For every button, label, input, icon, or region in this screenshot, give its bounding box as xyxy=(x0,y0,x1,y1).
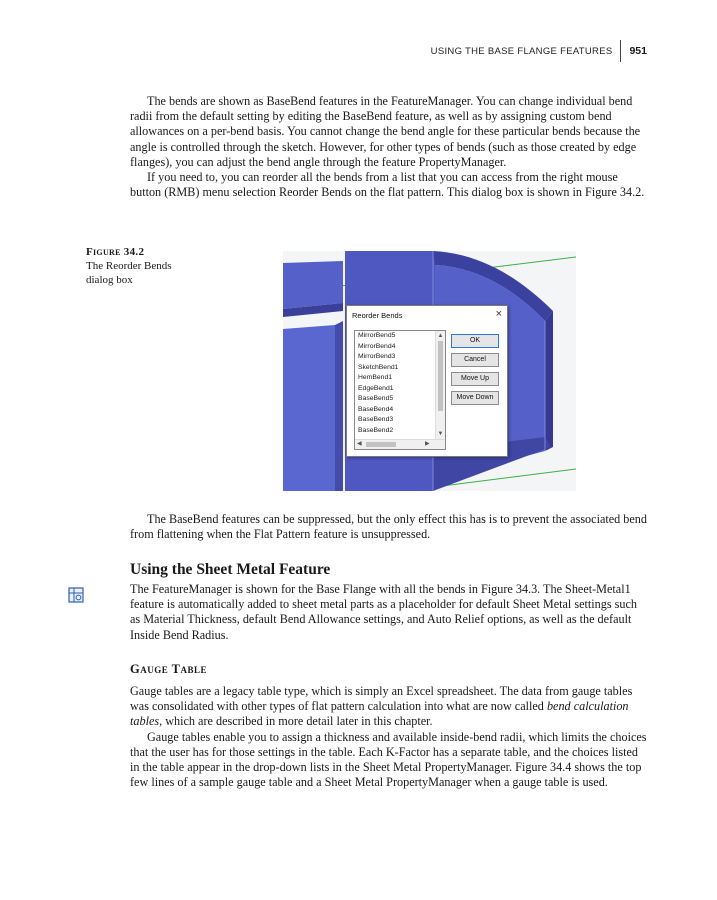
paragraph-suppress xyxy=(130,512,650,542)
gauge-text-start: Gauge tables are a legacy table type, which is simply an Excel spreadsheet. The data from gauge tables was consolidated with other types of flat pattern calculation into what are now called xyxy=(130,684,633,714)
paragraph-gauge-usage: Gauge tables enable you to assign a thickness and available inside-bend radii, which limits the choices that the user has for those settings in the table. Each K-Factor has a separate table, and the choices listed in the table appear in the drop-down lists in the Sheet Metal PropertyManager. Figure 34.4 shows the top few lines of a sample gauge table and a Sheet Metal PropertyManager when a gauge table is used. xyxy=(130,729,647,790)
scroll-down-arrow-icon[interactable]: ▼ xyxy=(437,431,444,437)
list-item[interactable]: MirrorBend3 xyxy=(358,353,396,360)
list-item[interactable]: BaseBend2 xyxy=(358,426,394,434)
figure-reorder-bends xyxy=(283,251,576,491)
figure-label: Figure 34.2 xyxy=(86,246,145,258)
subsection-heading: Gauge Table xyxy=(130,662,207,676)
list-item[interactable]: MirrorBend4 xyxy=(358,342,396,350)
list-item[interactable]: SketchBend1 xyxy=(358,363,399,371)
cancel-button[interactable]: Cancel xyxy=(451,353,499,367)
paragraph-suppress-text: The BaseBend features can be suppressed, but the only effect this has is to prevent the associated bend from flattening when the Flat Pattern feature is unsuppressed. xyxy=(130,512,647,542)
move-up-button[interactable]: Move Up xyxy=(451,372,499,386)
scroll-right-arrow-icon[interactable]: ▶ xyxy=(425,441,430,447)
section-heading: Using the Sheet Metal Feature xyxy=(130,561,331,578)
list-item[interactable]: HemBend1 xyxy=(358,374,393,381)
vertical-scrollbar[interactable] xyxy=(435,331,445,439)
figure-caption-line-2: dialog box xyxy=(86,274,133,286)
gauge-text-end: , which are described in more detail later in this chapter. xyxy=(159,714,433,729)
figure-caption xyxy=(86,245,206,287)
bend-calculation-tables-term: bend calculation tables xyxy=(130,699,629,729)
dialog-title: Reorder Bends xyxy=(352,311,403,320)
reorder-bends-dialog xyxy=(346,305,508,457)
list-item[interactable]: EdgeBend1 xyxy=(358,384,394,392)
scroll-left-arrow-icon[interactable]: ◀ xyxy=(357,441,362,447)
horizontal-scroll-thumb[interactable] xyxy=(366,442,396,447)
scroll-up-arrow-icon[interactable]: ▲ xyxy=(437,333,444,339)
running-head xyxy=(431,40,647,62)
running-head-title: USING THE BASE FLANGE FEATURES xyxy=(430,45,613,57)
sheet-metal-feature-icon xyxy=(67,586,85,604)
horizontal-scrollbar[interactable] xyxy=(355,439,445,449)
paragraph-featuremanager-text: The FeatureManager is shown for the Base Flange with all the bends in Figure 34.3. The Sheet-Metal1 feature is automatically added to sheet metal parts as a placeholder for default Sheet Metal settings such as Material Thickness, default Bend Allowance settings, and Auto Relief options, as well as the default Inside Bend Radius. xyxy=(130,582,637,642)
intro-paragraphs xyxy=(130,94,650,200)
close-icon[interactable]: × xyxy=(495,308,502,320)
paragraph-basebend: The bends are shown as BaseBend features in the FeatureManager. You can change individual bend radii from the default setting by editing the BaseBend feature, as well as by assigning custom bend allowances on a per-bend basis. You cannot change the bend angle for these particular bends because the angle is controlled through the sketch. However, for other types of bends (such as those created by edge flanges), you can adjust the bend angle through the feature PropertyManager. xyxy=(130,94,641,169)
figure-caption-line-1: The Reorder Bends xyxy=(86,260,172,272)
list-item[interactable]: BaseBend4 xyxy=(358,405,394,413)
gauge-table-paragraphs xyxy=(130,684,650,790)
bend-list[interactable] xyxy=(354,330,446,450)
list-item[interactable]: BaseBend3 xyxy=(358,416,394,423)
paragraph-gauge-legacy xyxy=(130,684,650,730)
list-item[interactable]: MirrorBend5 xyxy=(358,332,396,339)
running-head-divider xyxy=(620,40,621,62)
paragraph-reorder: If you need to, you can reorder all the bends from a list that you can access from the right mouse button (RMB) menu selection Reorder Bends on the flat pattern. This dialog box is shown in Figure 34.2. xyxy=(130,170,645,200)
list-item[interactable]: BaseBend5 xyxy=(358,395,394,402)
paragraph-featuremanager xyxy=(130,582,650,643)
ok-button[interactable]: OK xyxy=(451,334,499,348)
page-number: 951 xyxy=(629,45,647,57)
vertical-scroll-thumb[interactable] xyxy=(438,341,443,411)
move-down-button[interactable]: Move Down xyxy=(451,391,499,405)
